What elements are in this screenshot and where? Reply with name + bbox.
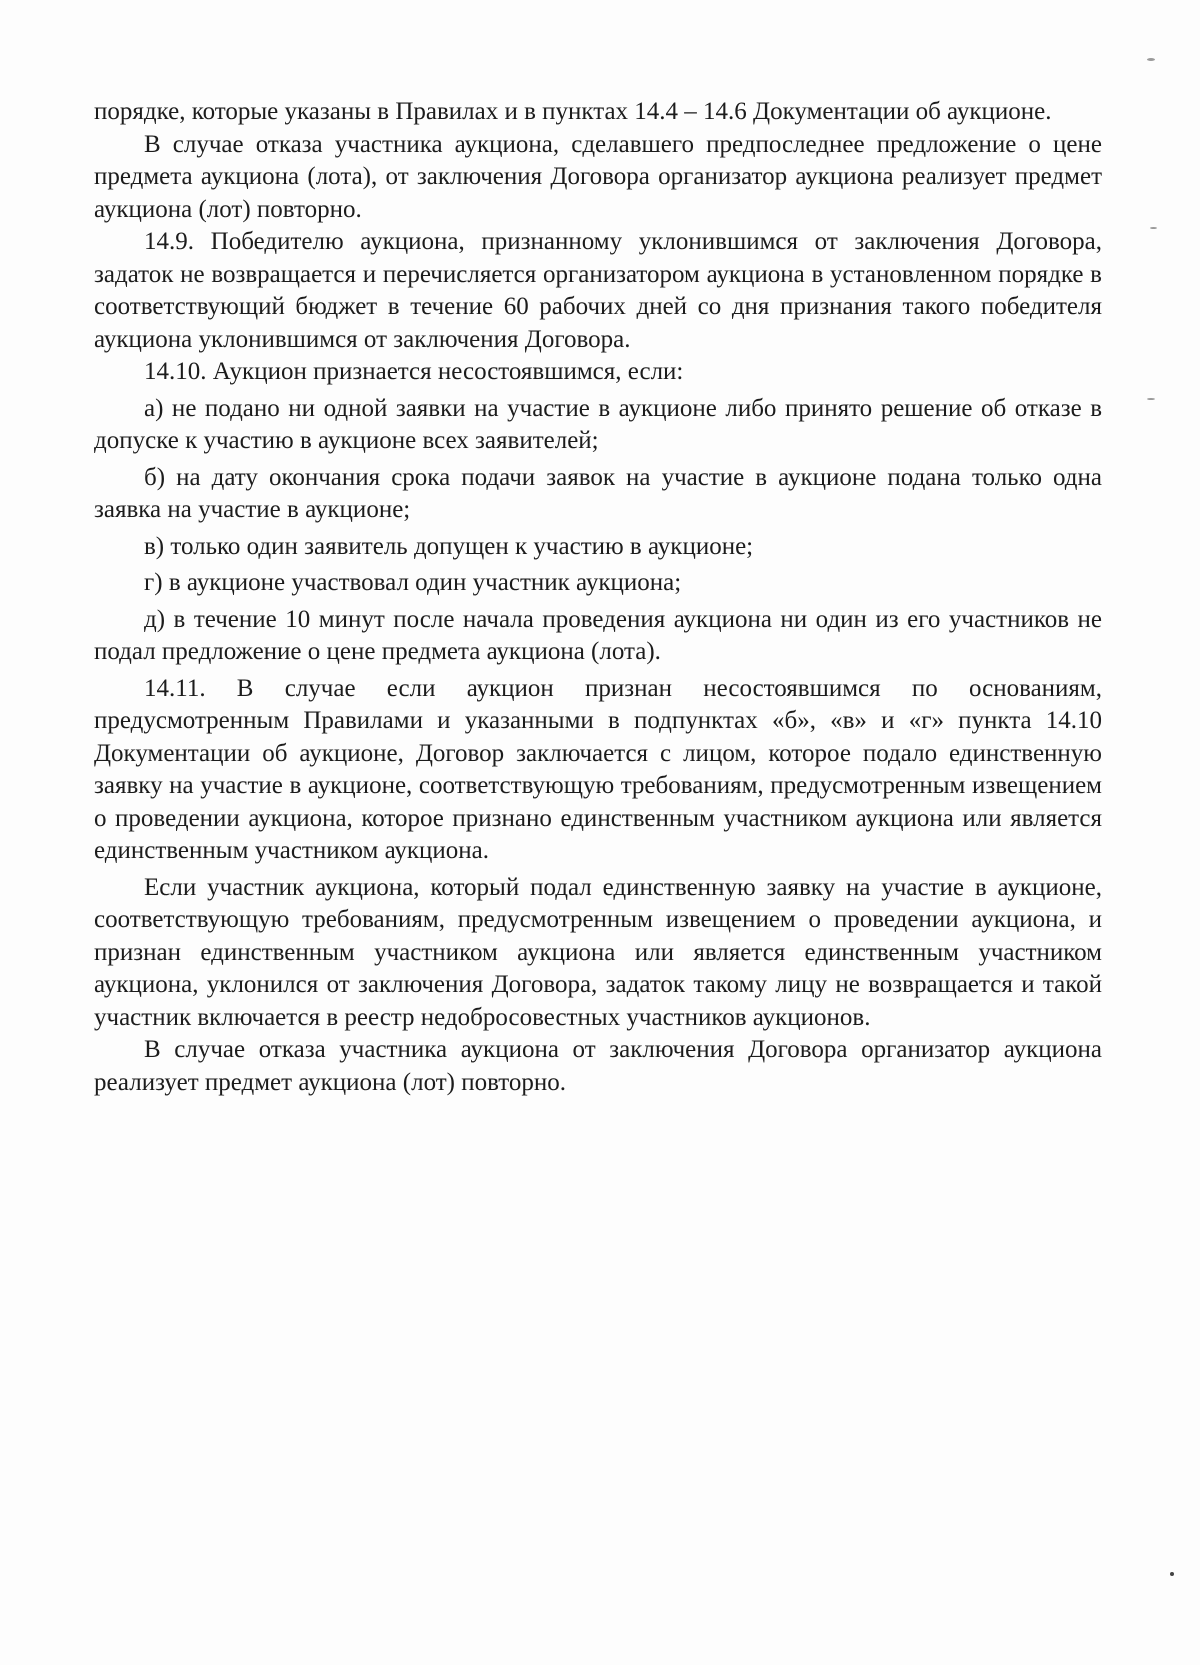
paragraph-14-10: 14.10. Аукцион признается несостоявшимся, если: xyxy=(144,358,684,385)
paragraph-14-10-b: б) на дату окончания срока подачи заявок на участие в аукционе подана только одна заявка на участие в аукционе; xyxy=(94,463,1102,523)
paragraph-refusal-penultimate: В случае отказа участника аукциона, сделавшего предпоследнее предложение о цене предмета аукциона (лота), от заключения Договора организатор аукциона реализует предмет аукциона (лот) повторно. xyxy=(94,130,1102,223)
document-body xyxy=(94,96,1102,1099)
scan-speck xyxy=(1147,398,1155,400)
paragraph-14-10-a: а) не подано ни одной заявки на участие в аукционе либо принято решение об отказе в допуске к участию в аукционе всех заявителей; xyxy=(94,394,1102,454)
scan-speck xyxy=(1147,58,1155,61)
scan-speck xyxy=(1150,227,1157,229)
paragraph-refusal-resale: В случае отказа участника аукциона от заключения Договора организатор аукциона реализует предмет аукциона (лот) повторно. xyxy=(94,1036,1102,1096)
paragraph-14-10-d: д) в течение 10 минут после начала проведения аукциона ни один из его участников не подал предложение о цене предмета аукциона (лота). xyxy=(94,605,1102,665)
paragraph-sole-participant-evasion: Если участник аукциона, который подал единственную заявку на участие в аукционе, соответствующую требованиям, предусмотренным извещением о проведении аукциона, и признан единственным участником аукциона или является единственным участником аукциона, уклонился от заключения Договора, задаток такому лицу не возвращается и такой участник включается в реестр недобросовестных участников аукционов. xyxy=(94,873,1102,1031)
paragraph-14-10-g: г) в аукционе участвовал один участник аукциона; xyxy=(144,569,682,596)
paragraph-14-9: 14.9. Победителю аукциона, признанному уклонившимся от заключения Договора, задаток не возвращается и перечисляется организатором аукциона в установленном порядке в соответствующий бюджет в течение 60 рабочих дней со дня признания такого победителя аукциона уклонившимся от заключения Договора. xyxy=(94,228,1102,353)
scan-speck xyxy=(1170,1572,1174,1576)
paragraph-14-11: 14.11. В случае если аукцион признан несостоявшимся по основаниям, предусмотренным Правилами и указанными в подпунктах «б», «в» и «г» пункта 14.10 Документации об аукционе, Договор заключается с лицом, которое подало единственную заявку на участие в аукционе, соответствующую требованиям, предусмотренным извещением о проведении аукциона, которое признано единственным участником аукциона или является единственным участником аукциона. xyxy=(94,674,1102,864)
paragraph-14-10-v: в) только один заявитель допущен к участию в аукционе; xyxy=(144,532,754,560)
paragraph-continuation: порядке, которые указаны в Правилах и в пунктах 14.4 – 14.6 Документации об аукционе. xyxy=(94,98,1052,125)
